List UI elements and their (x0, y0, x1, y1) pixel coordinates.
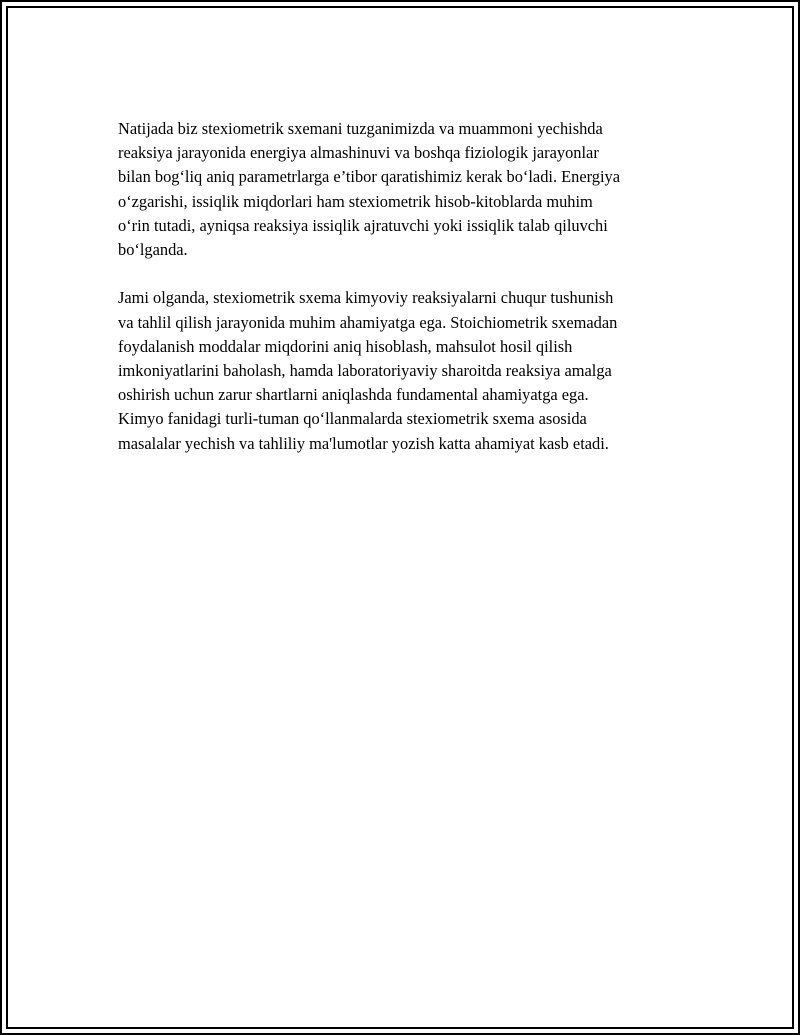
text-line: imkoniyatlarini baholash, hamda laboratoriyaviy sharoitda reaksiya amalga (118, 361, 612, 381)
text-line: Jami olganda, stexiometrik sxema kimyoviy reaksiyalarni chuqur tushunish (118, 288, 614, 308)
paragraph-1 (118, 117, 688, 262)
text-line: va tahlil qilish jarayonida muhim ahamiyatga ega. Stoichiometrik sxemadan (118, 312, 618, 332)
text-line: Kimyo fanidagi turli-tuman qo‘llanmalarda stexiometrik sxema asosida (118, 409, 587, 429)
text-line: bilan bog‘liq aniq parametrlarga e’tibor qaratishimiz kerak bo‘ladi. Energiya (118, 167, 621, 187)
text-line: o‘rin tutadi, ayniqsa reaksiya issiqlik ajratuvchi yoki issiqlik talab qiluvchi (118, 215, 608, 235)
paragraph-2 (118, 286, 688, 455)
text-line: reaksiya jarayonida energiya almashinuvi va boshqa fiziologik jarayonlar (118, 143, 599, 163)
document-body (118, 117, 688, 480)
text-line: oshirish uchun zarur shartlarni aniqlashda fundamental ahamiyatga ega. (118, 385, 589, 405)
text-line: Natijada biz stexiometrik sxemani tuzganimizda va muammoni yechishda (118, 119, 603, 138)
text-line: bo‘lganda. (118, 240, 188, 260)
text-line: masalalar yechish va tahliliy ma'lumotlar yozish katta ahamiyat kasb etadi. (118, 433, 609, 453)
text-line: o‘zgarishi, issiqlik miqdorlari ham stexiometrik hisob-kitoblarda muhim (118, 191, 593, 211)
text-line: foydalanish moddalar miqdorini aniq hisoblash, mahsulot hosil qilish (118, 336, 573, 356)
